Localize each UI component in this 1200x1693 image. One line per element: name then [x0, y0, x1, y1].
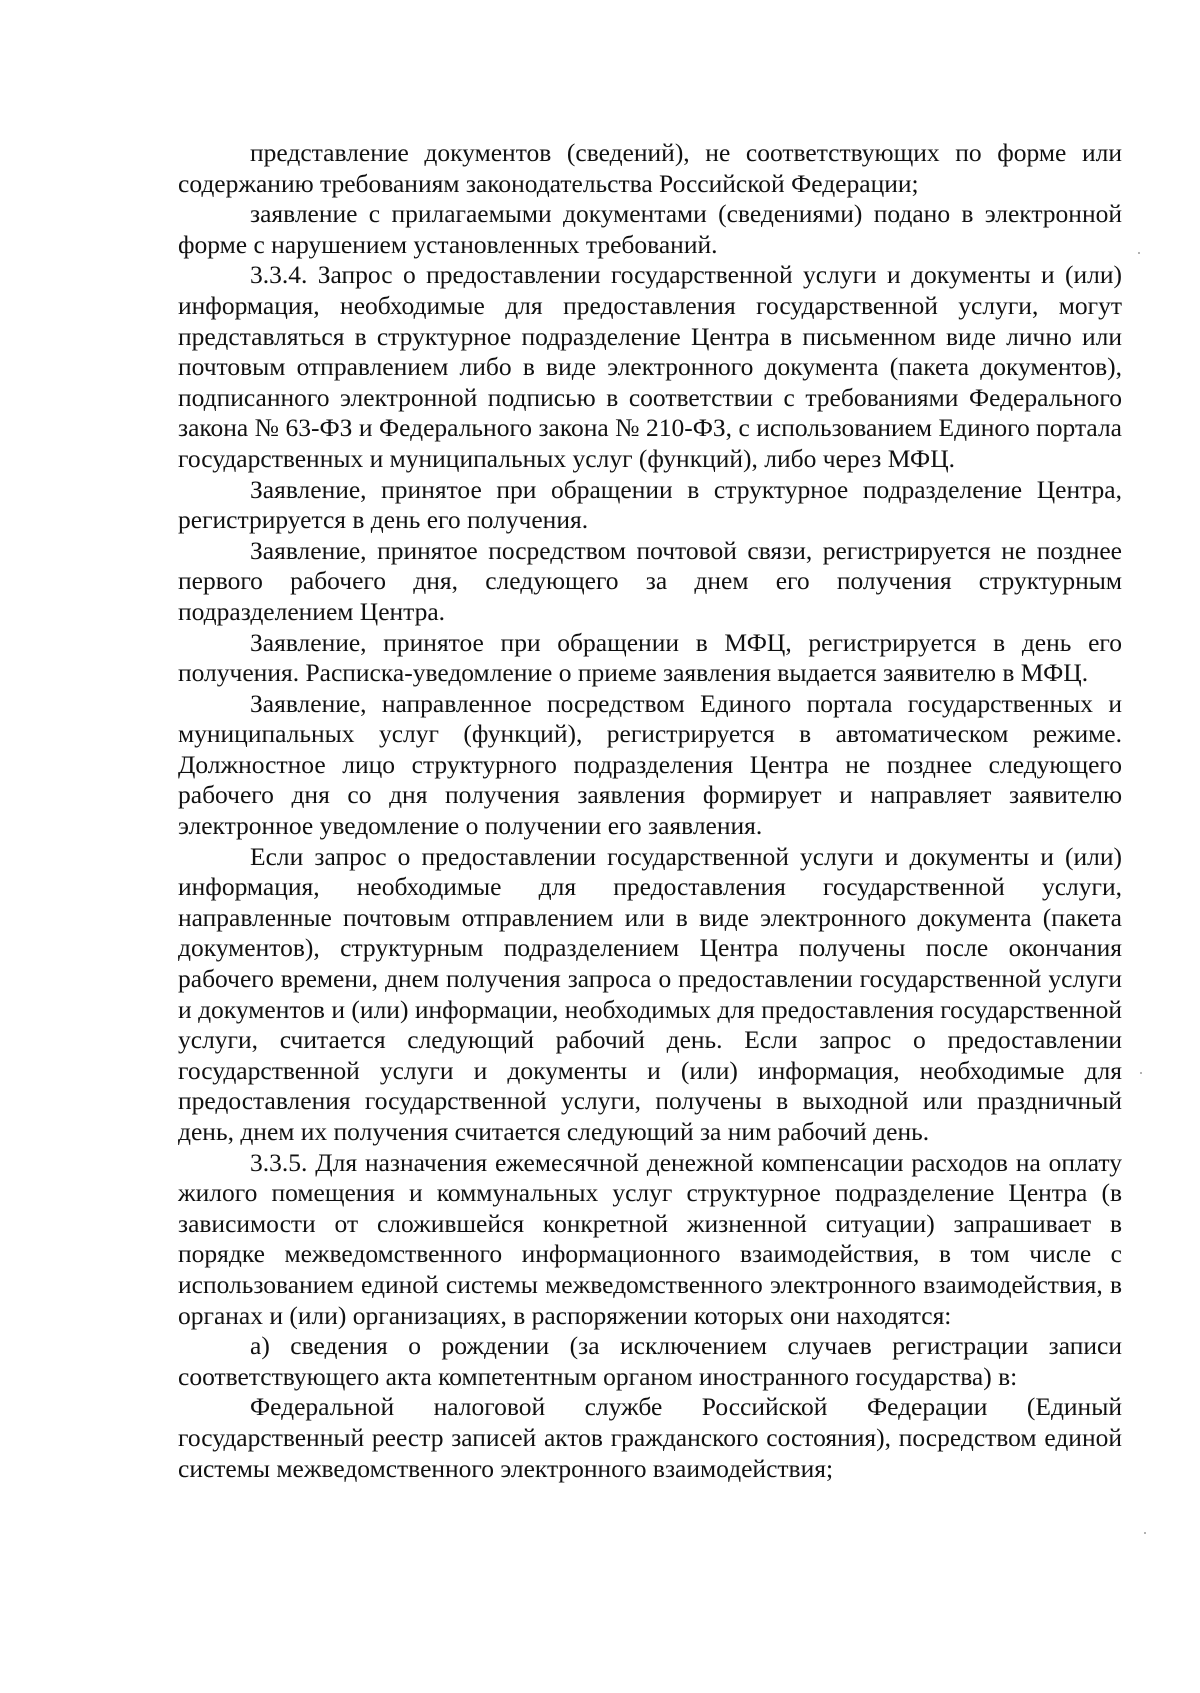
document-body	[178, 138, 1122, 1484]
paragraph: 3.3.5. Для назначения ежемесячной денежной компенсации расходов на оплату жилого помещения и коммунальных услуг структурное подразделение Центра (в зависимости от сложившейся конкретной жизненной ситуации) запрашивает в порядке межведомственного информационного взаимодействия, в том числе с использованием единой системы межведомственного электронного взаимодействия, в органах и (или) организациях, в распоряжении которых они находятся:	[178, 1147, 1122, 1330]
paragraph: Заявление, направленное посредством Единого портала государственных и муниципальных услуг (функций), регистрируется в автоматическом режиме. Должностное лицо структурного подразделения Центра не позднее следующего рабочего дня со дня получения заявления формирует и направляет заявителю электронное уведомление о получении его заявления.	[178, 688, 1122, 841]
paragraph: Заявление, принятое при обращении в МФЦ, регистрируется в день его получения. Расписка-уведомление о приеме заявления выдается заявителю в МФЦ.	[178, 627, 1122, 688]
paragraph: Заявление, принятое посредством почтовой связи, регистрируется не позднее первого рабочего дня, следующего за днем его получения структурным подразделением Центра.	[178, 535, 1122, 626]
paragraph: а) сведения о рождении (за исключением случаев регистрации записи соответствующего акта компетентным органом иностранного государства) в:	[178, 1331, 1122, 1391]
paragraph: Федеральной налоговой службе Российской Федерации (Единый государственный реестр записей актов гражданского состояния), посредством единой системы межведомственного электронного взаимодействия;	[178, 1392, 1122, 1483]
paragraph: заявление с прилагаемыми документами (сведениями) подано в электронной форме с нарушением установленных требований.	[178, 199, 1122, 259]
paragraph: Заявление, принятое при обращении в структурное подразделение Центра, регистрируется в день его получения.	[178, 474, 1122, 535]
scan-speck	[1138, 252, 1140, 254]
paragraph: Если запрос о предоставлении государственной услуги и документы и (или) информация, необходимые для предоставления государственной услуги, направленные почтовым отправлением или в виде электронного документа (пакета документов), структурным подразделением Центра получены после окончания рабочего времени, днем получения запроса о предоставлении государственной услуги и документов и (или) информации, необходимых для предоставления государственной услуги, считается следующий рабочий день. Если запрос о предоставлении государственной услуги и документы и (или) информация, необходимые для предоставления государственной услуги, получены в выходной или праздничный день, днем их получения считается следующий за ним рабочий день.	[178, 841, 1122, 1146]
scan-speck	[1140, 1072, 1142, 1074]
paragraph: 3.3.4. Запрос о предоставлении государственной услуги и документы и (или) информация, необходимые для предоставления государственной услуги, могут представляться в структурное подразделение Центра в письменном виде лично или почтовым отправлением либо в виде электронного документа (пакета документов), подписанного электронной подписью в соответствии с требованиями Федерального закона № 63-ФЗ и Федерального закона № 210-ФЗ, с использованием Единого портала государственных и муниципальных услуг (функций), либо через МФЦ.	[178, 260, 1122, 473]
scan-speck	[1144, 1532, 1146, 1534]
paragraph: представление документов (сведений), не соответствующих по форме или содержанию требованиям законодательства Российской Федерации;	[178, 138, 1122, 198]
